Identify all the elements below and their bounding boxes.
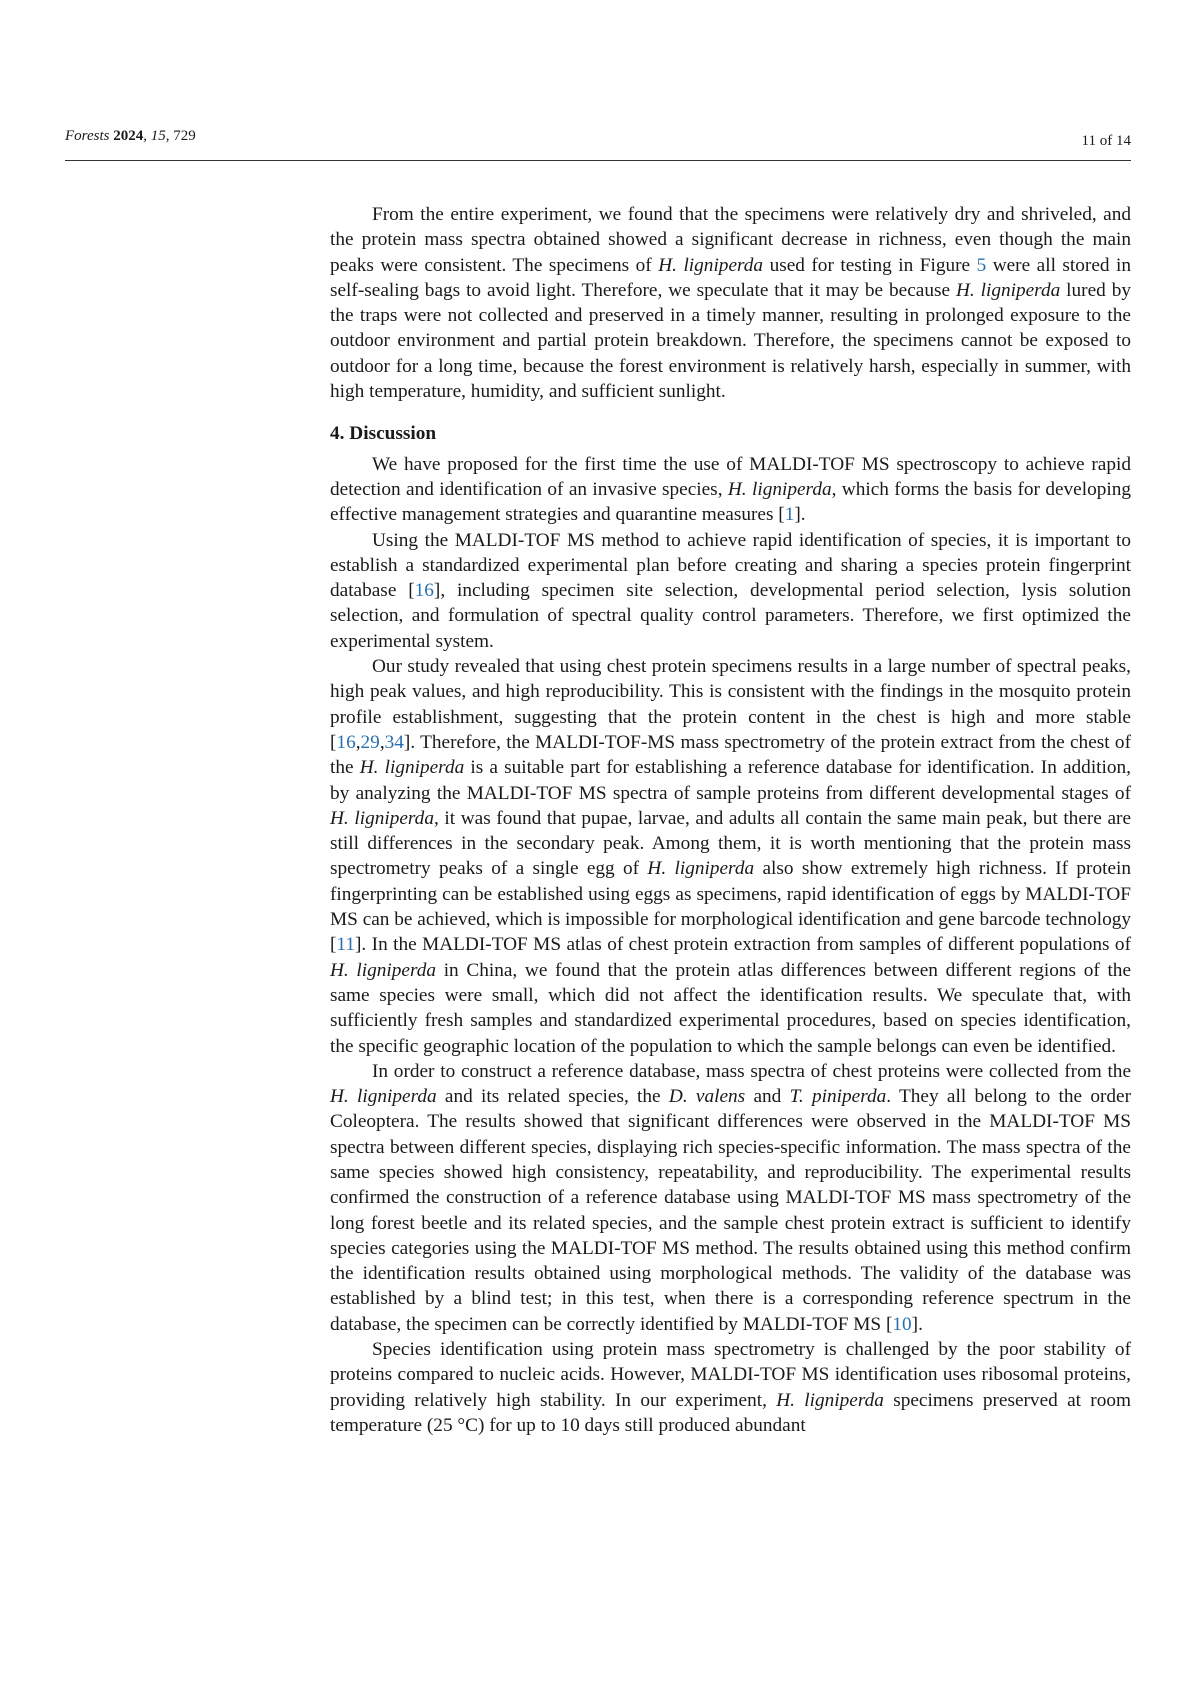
species-name: H. ligniperda <box>727 478 832 500</box>
citation-link[interactable]: 11 <box>336 934 355 956</box>
figure-link[interactable]: 5 <box>976 254 987 276</box>
species-name: H. ligniperda <box>330 807 434 829</box>
species-name: T. piniperda <box>789 1086 887 1108</box>
species-name: H. ligniperda <box>330 1086 437 1108</box>
species-name: H. ligniperda <box>330 959 437 981</box>
species-name: H. ligniperda <box>359 757 465 779</box>
paragraph: Species identification using protein mass spectrometry is challenged by the poor stability of proteins compared to nucleic acids. However, MALDI-TOF MS identification uses ribosomal proteins, providing relatively high stability. In our experiment, H. ligniperda specimens preserved at room temperature (25 °C) for up to 10 days still produced abundant <box>330 1339 1131 1436</box>
paragraph: We have proposed for the first time the use of MALDI-TOF MS spectroscopy to achieve rapid detection and identification of an invasive species, H. ligniperda, which forms the basis for developing effective management strategies and quarantine measures [1]. <box>330 453 1131 526</box>
species-name: H. ligniperda <box>647 858 755 880</box>
citation-link[interactable]: 34 <box>384 731 404 753</box>
journal-name: Forests <box>65 128 110 144</box>
citation-link[interactable]: 29 <box>360 731 380 753</box>
paragraph: From the entire experiment, we found that the specimens were relatively dry and shriveled, and the protein mass spectra obtained showed a significant decrease in richness, even though the main peaks were consistent. The specimens of H. ligniperda used for testing in Figure 5 were all stored in self-sealing bags to avoid light. Therefore, we speculate that it may be because H. ligniperda lured by the traps were not collected and preserved in a timely manner, resulting in prolonged exposure to the outdoor environment and partial protein breakdown. Therefore, the specimens cannot be exposed to outdoor for a long time, because the forest environment is relatively harsh, especially in summer, with high temperature, humidity, and sufficient sunlight. <box>330 204 1132 403</box>
body-text <box>330 202 1131 1438</box>
paragraph: Our study revealed that using chest protein specimens results in a large number of spectral peaks, high peak values, and high reproducibility. This is consistent with the findings in the mosquito protein profile establishment, suggesting that the protein content in the chest is high and more stable [16,29,34]. Therefore, the MALDI-TOF-MS mass spectrometry of the protein extract from the chest of the H. ligniperda is a suitable part for establishing a reference database for identification. In addition, by analyzing the MALDI-TOF MS spectra of sample proteins from different developmental stages of H. ligniperda, it was found that pupae, larvae, and adults all contain the same main peak, but there are still differences in the secondary peak. Among them, it is worth mentioning that the protein mass spectrometry peaks of a single egg of H. ligniperda also show extremely high richness. If protein fingerprinting can be established using eggs as specimens, rapid identification of eggs by MALDI-TOF MS can be achieved, which is impossible for morphological identification and gene barcode technology [11]. In the MALDI-TOF MS atlas of chest protein extraction from samples of different populations of H. ligniperda in China, we found that the protein atlas differences between different regions of the same species were small, which did not affect the identification results. We speculate that, with sufficiently fresh samples and standardized experimental procedures, based on species identification, the specific geographic location of the population to which the sample belongs can even be identified. <box>330 656 1132 1057</box>
species-name: H. ligniperda <box>776 1389 884 1411</box>
citation-link[interactable]: 1 <box>784 504 795 526</box>
species-name: H. ligniperda <box>955 279 1061 301</box>
header-rule <box>65 160 1131 161</box>
citation-link[interactable]: 16 <box>336 731 356 753</box>
species-name: D. valens <box>668 1086 746 1108</box>
journal-citation: Forests 2024, 15, 729 <box>65 128 196 144</box>
citation-link[interactable]: 10 <box>892 1313 912 1335</box>
section-heading: 4. Discussion <box>330 423 437 445</box>
journal-year: 2024 <box>113 128 144 144</box>
page-number: 11 of 14 <box>1081 133 1131 149</box>
journal-volume: 15 <box>150 128 166 144</box>
paragraph: In order to construct a reference database, mass spectra of chest proteins were collected from the H. ligniperda and its related species, the D. valens and T. piniperda. They all belong to the order Coleoptera. The results showed that significant differences were observed in the MALDI-TOF MS spectra between different species, displaying rich species-specific information. The mass spectra of the same species showed high consistency, repeatability, and reproducibility. The experimental results confirmed the construction of a reference database using MALDI-TOF MS mass spectrometry of the long forest beetle and its related species, and the sample chest protein extract is sufficient to identify species categories using the MALDI-TOF MS method. The results obtained using this method confirm the identification results obtained using morphological methods. The validity of the database was established by a blind test; in this test, when there is a corresponding reference spectrum in the database, the specimen can be correctly identified by MALDI-TOF MS [10]. <box>330 1060 1132 1335</box>
article-number: 729 <box>173 128 196 144</box>
citation-link[interactable]: 16 <box>414 580 434 602</box>
species-name: H. ligniperda <box>658 254 764 276</box>
paragraph: Using the MALDI-TOF MS method to achieve rapid identification of species, it is important to establish a standardized experimental plan before creating and sharing a species protein fingerprint database [16], including specimen site selection, developmental period selection, lysis solution selection, and formulation of spectral quality control parameters. Therefore, we first optimized the experimental system. <box>330 529 1131 652</box>
